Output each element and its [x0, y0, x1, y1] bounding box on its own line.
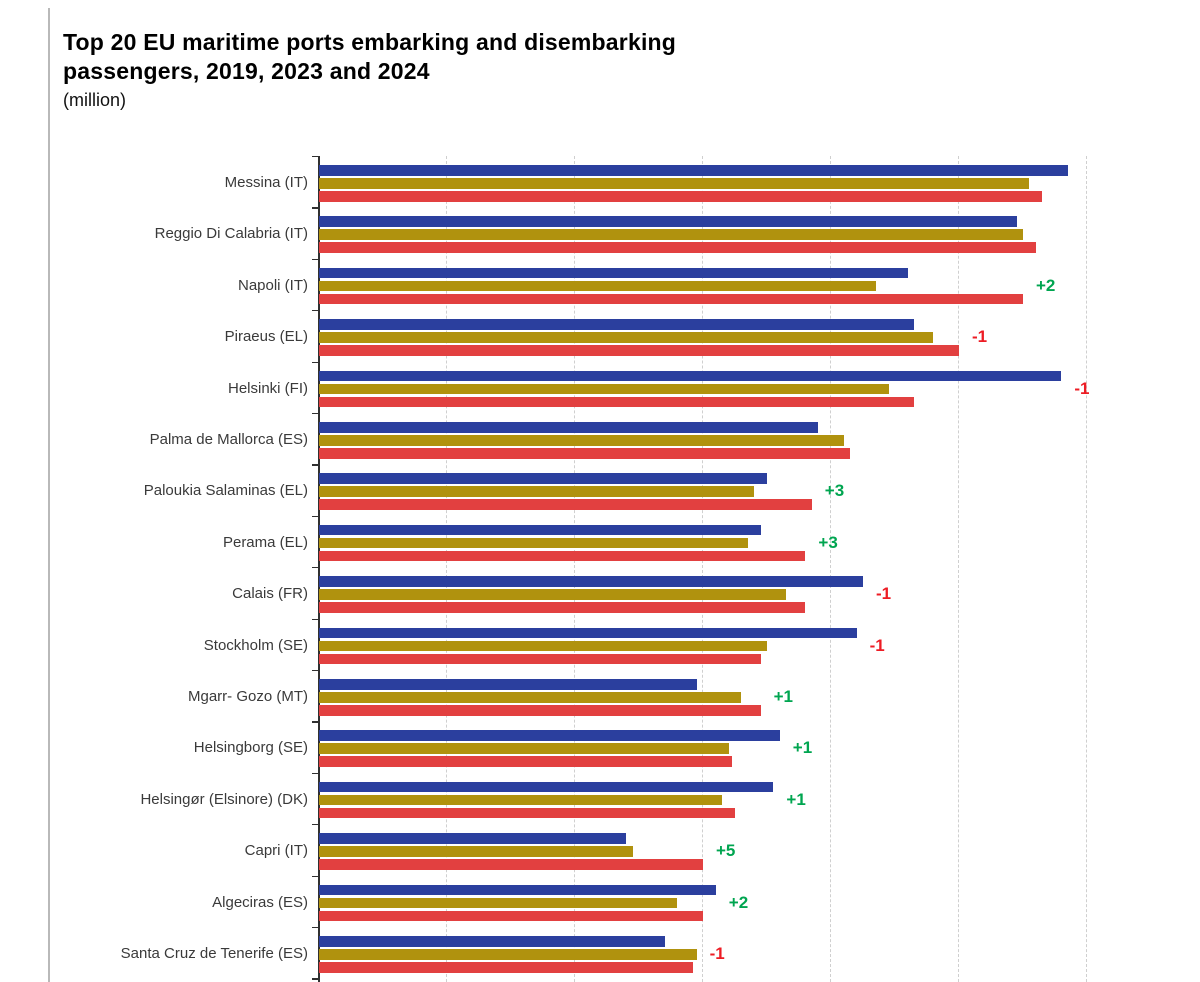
bar-2024: [319, 602, 805, 613]
bar-2024: [319, 448, 850, 459]
rank-change-annotation: -1: [972, 327, 988, 347]
bar-2024: [319, 911, 703, 922]
port-label: Napoli (IT): [237, 276, 308, 294]
bar-2019: [319, 628, 857, 639]
bar-2019: [319, 730, 780, 741]
bar-2024: [319, 499, 812, 510]
axis-tick: [312, 156, 318, 157]
bar-2023: [319, 538, 748, 549]
rank-change-annotation: -1: [1074, 378, 1090, 398]
port-label: Piraeus (EL): [224, 328, 308, 346]
port-label: Algeciras (ES): [212, 893, 308, 911]
port-label: Stockholm (SE): [203, 636, 308, 654]
bar-2019: [319, 782, 773, 793]
bar-2019: [319, 319, 914, 330]
bar-2024: [319, 345, 959, 356]
bar-2023: [319, 332, 933, 343]
bar-2024: [319, 705, 761, 716]
bar-2023: [319, 949, 697, 960]
bar-2019: [319, 473, 767, 484]
bar-2024: [319, 756, 732, 767]
bar-2023: [319, 229, 1023, 240]
port-label: Perama (EL): [222, 533, 308, 551]
axis-tick: [312, 721, 318, 722]
axis-tick: [312, 362, 318, 363]
rank-change-annotation: +2: [728, 892, 749, 912]
bar-2019: [319, 576, 863, 587]
port-label: Helsingborg (SE): [193, 739, 308, 757]
bar-2019: [319, 833, 626, 844]
bar-2023: [319, 898, 677, 909]
port-label: Helsinki (FI): [227, 379, 308, 397]
port-label: Palma de Mallorca (ES): [149, 431, 308, 448]
bar-2023: [319, 435, 844, 446]
axis-tick: [312, 516, 318, 517]
bar-2023: [319, 743, 729, 754]
rank-change-annotation: +3: [824, 481, 845, 501]
chart-title-line1: Top 20 EU maritime ports embarking and disembarking: [63, 29, 677, 55]
chart-unit-label: (million): [63, 89, 126, 110]
bar-2019: [319, 525, 761, 536]
axis-tick: [312, 413, 318, 414]
gridline-10m: [958, 156, 959, 982]
rank-change-annotation: +1: [773, 687, 793, 706]
port-label: Reggio Di Calabria (IT): [154, 225, 308, 243]
bar-2019: [319, 885, 716, 896]
bar-2019: [319, 371, 1061, 382]
port-label: Messina (IT): [224, 174, 308, 191]
axis-tick: [312, 824, 318, 825]
bar-2019: [319, 679, 697, 690]
rank-change-annotation: +1: [792, 738, 813, 758]
bar-2024: [319, 962, 693, 973]
axis-tick: [312, 259, 318, 260]
bar-2019: [319, 268, 908, 279]
bar-2023: [319, 486, 754, 497]
bar-2024: [319, 551, 805, 562]
bar-2024: [319, 242, 1036, 253]
axis-tick: [312, 978, 318, 979]
port-label: Mgarr- Gozo (MT): [188, 688, 308, 705]
axis-tick: [312, 619, 318, 620]
rank-change-annotation: -1: [876, 584, 892, 604]
bar-2023: [319, 178, 1029, 189]
rank-change-annotation: +5: [716, 841, 736, 861]
bar-2023: [319, 692, 741, 703]
axis-tick: [312, 773, 318, 774]
gridline-12m: [1086, 156, 1087, 982]
bar-2023: [319, 795, 722, 806]
axis-tick: [312, 876, 318, 877]
port-label: Calais (FR): [232, 585, 308, 603]
bar-2023: [319, 846, 633, 857]
bar-2019: [319, 936, 665, 947]
axis-tick: [312, 927, 318, 928]
rank-change-annotation: -1: [869, 635, 885, 655]
rank-change-annotation: +1: [786, 789, 806, 809]
bar-2024: [319, 808, 735, 819]
bar-2024: [319, 859, 703, 870]
port-label: Capri (IT): [244, 842, 308, 860]
bar-2024: [319, 294, 1023, 305]
bar-2019: [319, 422, 818, 433]
axis-tick: [312, 670, 318, 671]
chart-title-line2: passengers, 2019, 2023 and 2024: [63, 58, 430, 85]
rank-change-annotation: +3: [818, 532, 838, 552]
port-label: Paloukia Salaminas (EL): [143, 482, 308, 500]
bar-2024: [319, 654, 761, 665]
rank-change-annotation: -1: [709, 944, 725, 963]
bar-2019: [319, 165, 1068, 176]
axis-tick: [312, 310, 318, 311]
axis-tick: [312, 464, 318, 465]
port-label: Helsingør (Elsinore) (DK): [140, 790, 308, 808]
bar-2024: [319, 397, 914, 408]
rank-change-annotation: +2: [1036, 275, 1056, 295]
bar-2023: [319, 641, 767, 652]
bar-2023: [319, 589, 786, 600]
bar-2024: [319, 191, 1042, 202]
axis-tick: [312, 567, 318, 568]
bar-2019: [319, 216, 1017, 227]
bar-2023: [319, 281, 876, 292]
axis-tick: [312, 207, 318, 208]
bar-2023: [319, 384, 889, 395]
port-label: Santa Cruz de Tenerife (ES): [120, 945, 308, 962]
